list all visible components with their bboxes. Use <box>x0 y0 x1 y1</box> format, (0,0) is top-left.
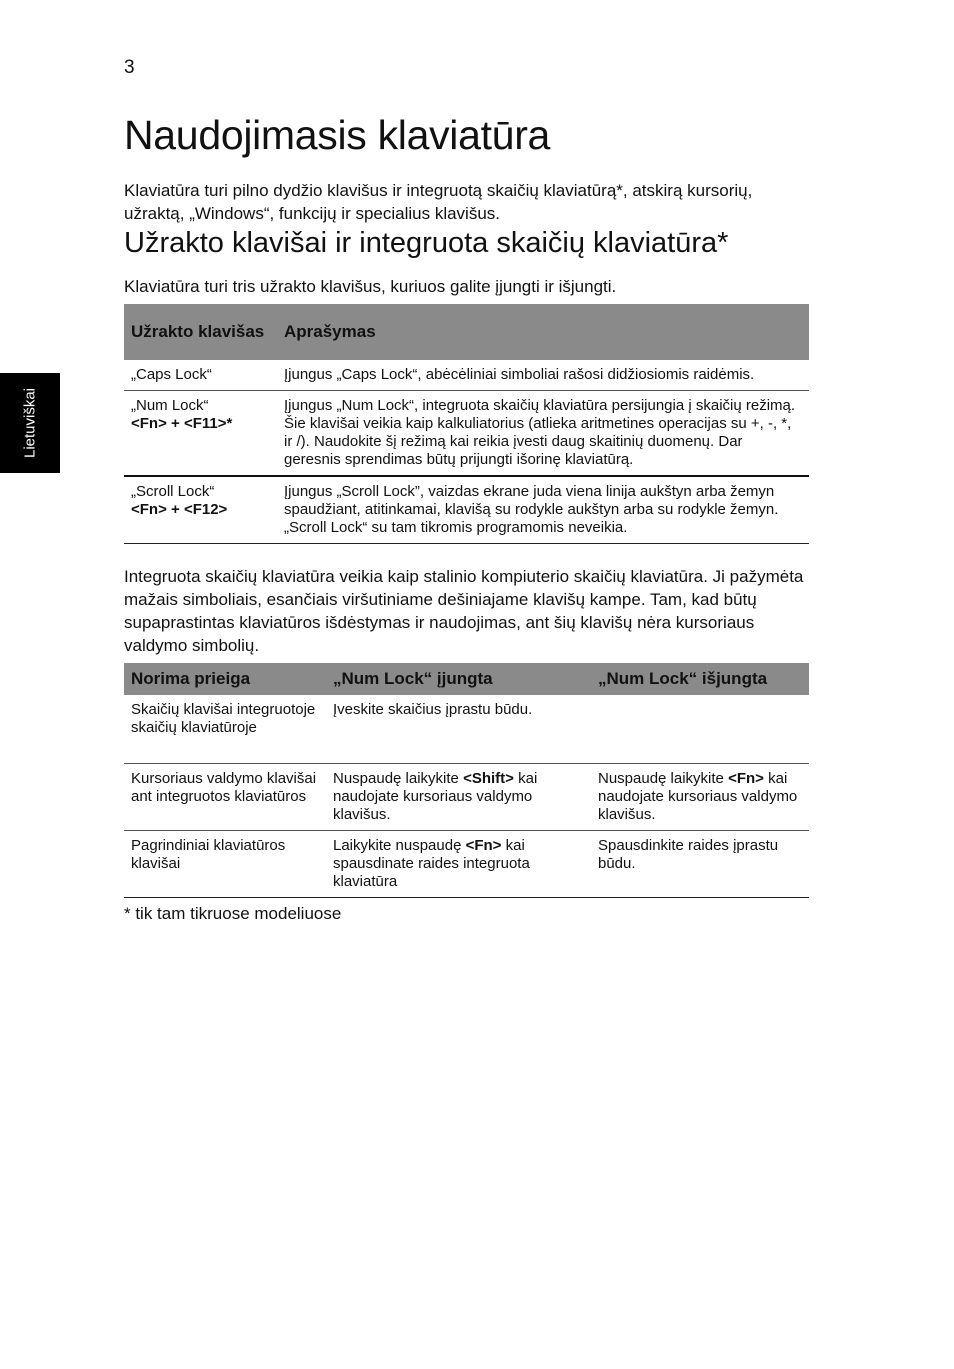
column-header-description: Aprašymas <box>277 304 809 360</box>
language-side-tab <box>0 373 60 473</box>
access-cell: Pagrindiniai klaviatūros klavišai <box>124 830 326 897</box>
section-lead-paragraph: Klaviatūra turi tris užrakto klavišus, kuriuos galite įjungti ir išjungti. <box>124 277 617 296</box>
lock-key-cell <box>124 476 277 544</box>
lock-key-cell <box>124 360 277 391</box>
cell-text: Nuspaudę laikykite <box>333 769 464 787</box>
key-label: <Shift> <box>463 769 514 787</box>
table-header-row <box>124 663 809 695</box>
table-row <box>124 763 809 830</box>
key-label: <Fn> <box>465 836 502 854</box>
numpad-access-table <box>124 663 809 898</box>
description-cell: Įjungus „Caps Lock“, abėcėliniai simboliai rašosi didžiosiomis raidėmis. <box>277 360 809 391</box>
cell-text: kai naudojate kursoriaus valdymo klavišus. <box>598 769 798 823</box>
num-lock-off-cell <box>591 830 809 897</box>
key-label: <Fn> <box>728 769 764 787</box>
lock-key-name: „Scroll Lock“ <box>131 483 215 500</box>
lock-key-combo: <Fn> + <F11>* <box>131 415 233 432</box>
num-lock-on-cell <box>326 695 591 763</box>
lock-keys-table <box>124 304 809 544</box>
num-lock-on-cell <box>326 763 591 830</box>
lock-key-combo: <Fn> + <F12> <box>131 501 228 518</box>
lock-key-name: „Caps Lock“ <box>131 366 212 383</box>
num-lock-off-cell <box>591 763 809 830</box>
section-heading: Užrakto klavišai ir integruota skaičių klaviatūra* <box>124 227 729 259</box>
cell-text: Spausdinkite raides įprastu būdu. <box>598 836 779 872</box>
description-cell: Įjungus „Num Lock“, integruota skaičių klaviatūra persijungia į skaičių režimą. Šie klavišai veikia kaip kalkuliatorius (atlieka aritmetines operacijas su +, -, *, ir /). Naudokite šį režimą kai reikia įvesti daug skaitinių duomenų. Dar geresnis sprendimas būtų prijungti išorinę klaviatūrą. <box>277 391 809 477</box>
column-header-access: Norima prieiga <box>124 663 326 695</box>
table-header-row <box>124 304 809 360</box>
cell-text: kai spausdinate raides integruota klaviatūra <box>333 836 530 890</box>
column-header-num-lock-on: „Num Lock“ įjungta <box>326 663 591 695</box>
access-cell: Kursoriaus valdymo klavišai ant integruotos klaviatūros <box>124 763 326 830</box>
numpad-paragraph: Integruota skaičių klaviatūra veikia kaip stalinio kompiuterio skaičių klaviatūra. Ji pažymėta mažais simboliais, esančiais viršutiniame dešiniajame klavišų kampe. Tam, kad būtų supaprastintas klaviatūros išdėstymas ir naudojimas, ant šių klavišų nėra kursoriaus valdymo simbolių. <box>124 567 804 655</box>
table-row <box>124 391 809 477</box>
lock-key-name: „Num Lock“ <box>131 397 209 414</box>
num-lock-on-cell <box>326 830 591 897</box>
description-cell: Įjungus „Scroll Lock”, vaizdas ekrane juda viena linija aukštyn arba žemyn spaudžiant, atitinkamai, klavišą su rodykle aukštyn arba su rodykle žemyn. „Scroll Lock“ su tam tikromis programomis neveikia. <box>277 476 809 544</box>
cell-text: Laikykite nuspaudę <box>333 836 466 854</box>
table-row <box>124 830 809 897</box>
cell-text: kai naudojate kursoriaus valdymo klavišus. <box>333 769 538 823</box>
page-number: 3 <box>124 57 135 78</box>
intro-paragraph: Klaviatūra turi pilno dydžio klavišus ir integruotą skaičių klaviatūrą*, atskirą kursorių, užraktą, „Windows“, funkcijų ir specialius klavišus. <box>124 181 753 223</box>
lock-key-cell <box>124 391 277 477</box>
num-lock-off-cell <box>591 695 809 763</box>
page-title: Naudojimasis klaviatūra <box>124 112 551 158</box>
table-row <box>124 360 809 391</box>
cell-text: Įveskite skaičius įprastu būdu. <box>333 701 533 718</box>
column-header-lock-key: Užrakto klavišas <box>124 304 277 360</box>
footnote: * tik tam tikruose modeliuose <box>124 904 342 923</box>
column-header-num-lock-off: „Num Lock“ išjungta <box>591 663 809 695</box>
table-row <box>124 695 809 763</box>
language-side-tab-label: Lietuviškai <box>21 387 39 459</box>
table-row <box>124 476 809 544</box>
cell-text: Nuspaudę laikykite <box>598 769 729 787</box>
access-cell: Skaičių klavišai integruotoje skaičių klaviatūroje <box>124 695 326 763</box>
